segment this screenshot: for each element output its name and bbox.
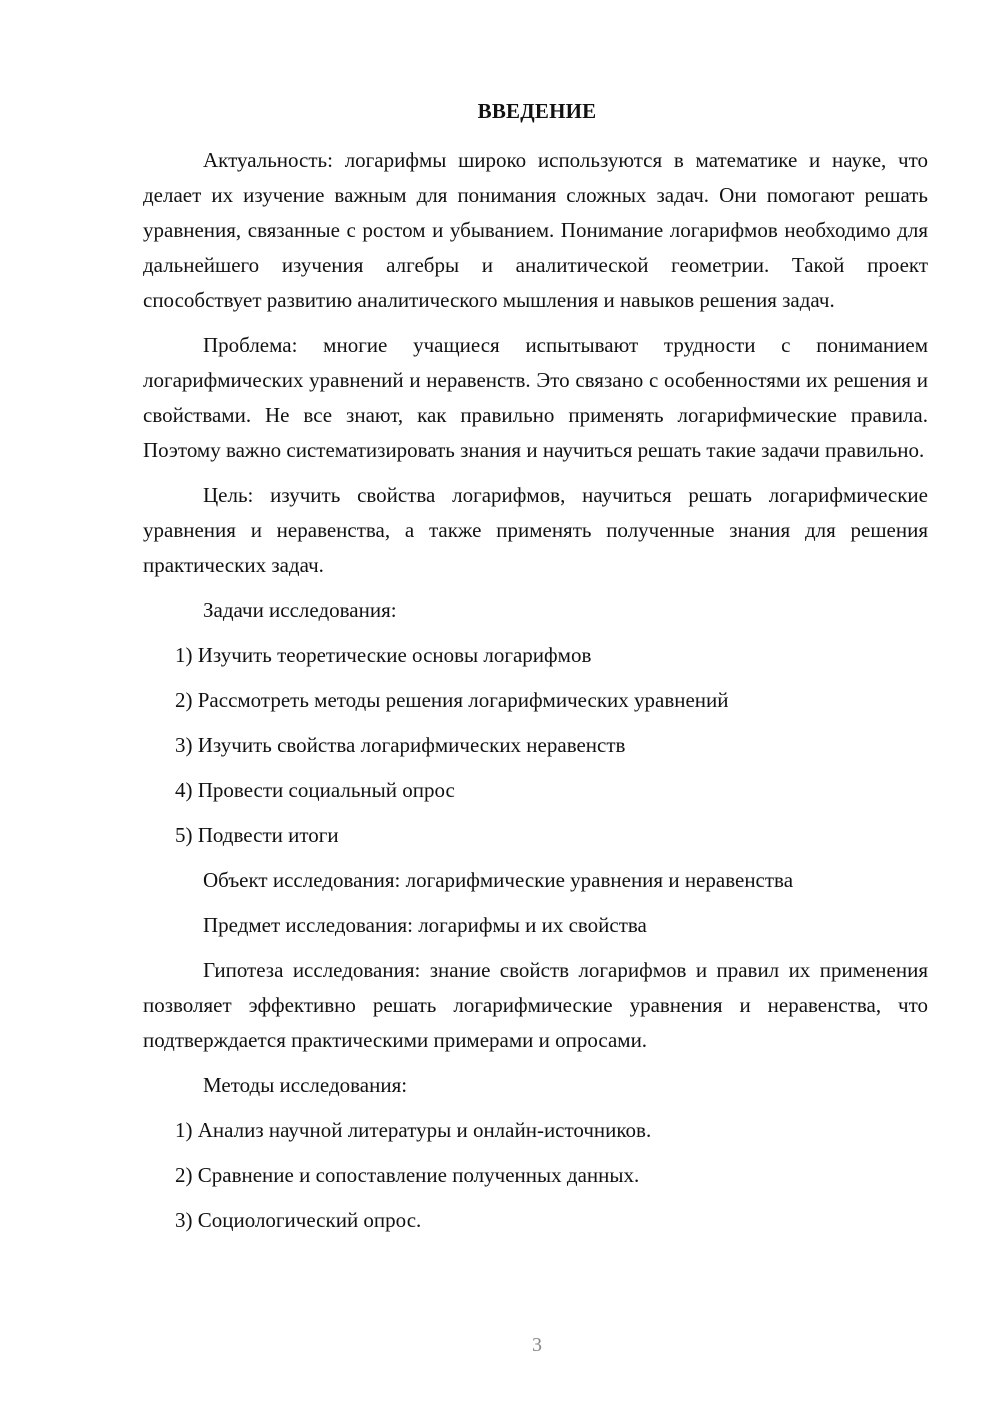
page-number: 3 [532, 1334, 542, 1356]
task-item: 3) Изучить свойства логарифмических неравенств [175, 733, 626, 757]
research-subject: Предмет исследования: логарифмы и их свойства [203, 913, 647, 937]
paragraph-problem: Проблема: многие учащиеся испытывают трудности с пониманием логарифмических уравнений и неравенств. Это связано с особенностями их решения и свойствами. Не все знают, как правильно применять логарифмические правила. Поэтому важно систематизировать знания и научиться решать такие задачи правильно. [143, 333, 928, 462]
method-item: 1) Анализ научной литературы и онлайн-источников. [175, 1118, 652, 1142]
method-item: 3) Социологический опрос. [175, 1208, 422, 1232]
task-item: 2) Рассмотреть методы решения логарифмических уравнений [175, 688, 729, 712]
task-item: 5) Подвести итоги [175, 823, 339, 847]
section-title: ВВЕДЕНИЕ [477, 99, 597, 123]
tasks-heading: Задачи исследования: [203, 598, 397, 622]
document-body [143, 143, 928, 1248]
task-item: 1) Изучить теоретические основы логарифмов [175, 643, 592, 667]
paragraph-hypothesis: Гипотеза исследования: знание свойств логарифмов и правил их применения позволяет эффективно решать логарифмические уравнения и неравенства, что подтверждается практическими примерами и опросами. [143, 958, 928, 1052]
method-item: 2) Сравнение и сопоставление полученных данных. [175, 1163, 640, 1187]
research-object: Объект исследования: логарифмические уравнения и неравенства [203, 868, 794, 892]
paragraph-relevance: Актуальность: логарифмы широко используются в математике и науке, что делает их изучение важным для понимания сложных задач. Они помогают решать уравнения, связанные с ростом и убыванием. Понимание логарифмов необходимо для дальнейшего изучения алгебры и аналитической геометрии. Такой проект способствует развитию аналитического мышления и навыков решения задач. [143, 148, 928, 312]
paragraph-goal: Цель: изучить свойства логарифмов, научиться решать логарифмические уравнения и неравенства, а также применять полученные знания для решения практических задач. [143, 483, 928, 577]
methods-heading: Методы исследования: [203, 1073, 408, 1097]
task-item: 4) Провести социальный опрос [175, 778, 455, 802]
